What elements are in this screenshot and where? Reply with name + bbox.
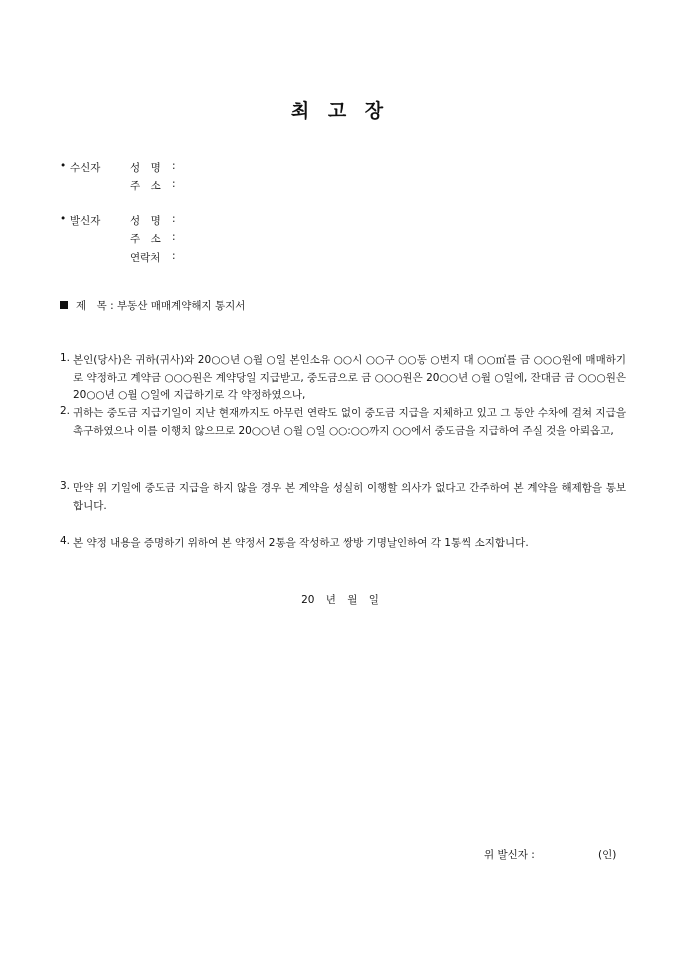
clause-number: 1. — [60, 352, 71, 364]
recipient-name-colon: : — [172, 160, 176, 172]
clause-number: 3. — [60, 480, 71, 492]
sender-name-colon: : — [172, 213, 176, 225]
recipient-label: 수신자 — [70, 162, 101, 174]
sender-contact-label: 연락처 — [130, 252, 161, 264]
clause-text: 본 약정 내용을 증명하기 위하여 본 약정서 2통을 작성하고 쌍방 기명날인하여 각 1통씩 소지합니다. — [73, 537, 529, 549]
seal-mark: (인) — [598, 849, 617, 861]
clause-number: 2. — [60, 405, 71, 417]
document-title: 최 고 장 — [290, 100, 390, 122]
date-line: 20 년 월 일 — [301, 594, 379, 606]
recipient-address-label: 주 소 — [130, 180, 161, 192]
subject-text: 제 목 : 부동산 매매계약해지 통지서 — [76, 300, 246, 312]
clause-text: 본인(당사)은 귀하(귀사)와 20○○년 ○월 ○일 본인소유 ○○시 ○○구 ○○동 ○번지 대 ○○㎡를 금 ○○○원에 매매하기로 약정하고 계약금 ○○○원은 계약당일 지급받고, 중도금으로 금 ○○○원은 20○○년 ○월 ○일에, 잔대금 금 ○○○원은 20○○년 ○월 ○일에 지급하기로 각 약정하였으나, — [73, 354, 626, 401]
square-bullet-icon — [60, 301, 68, 309]
sender-address-colon: : — [172, 231, 176, 243]
recipient-bullet: • — [60, 160, 67, 172]
recipient-address-colon: : — [172, 178, 176, 190]
sender-address-label: 주 소 — [130, 233, 161, 245]
sender-label: 발신자 — [70, 215, 101, 227]
signature-label: 위 발신자 : — [484, 849, 535, 861]
sender-contact-colon: : — [172, 250, 176, 262]
clause-text: 만약 위 기일에 중도금 지급을 하지 않을 경우 본 계약을 성실히 이행할 의사가 없다고 간주하여 본 계약을 해제함을 통보합니다. — [73, 482, 626, 512]
clause-number: 4. — [60, 535, 71, 547]
subject-line — [60, 298, 245, 313]
recipient-name-label: 성 명 — [130, 162, 161, 174]
sender-bullet: • — [60, 213, 67, 225]
clause-text: 귀하는 중도금 지급기일이 지난 현재까지도 아무런 연락도 없이 중도금 지급을 지체하고 있고 그 동안 수차에 걸쳐 지급을 촉구하였으나 이를 이행치 않으므로 20○○년 ○월 ○일 ○○:○○까지 ○○에서 중도금을 지급하여 주실 것을 아뢰옵고, — [73, 407, 626, 437]
sender-name-label: 성 명 — [130, 215, 161, 227]
